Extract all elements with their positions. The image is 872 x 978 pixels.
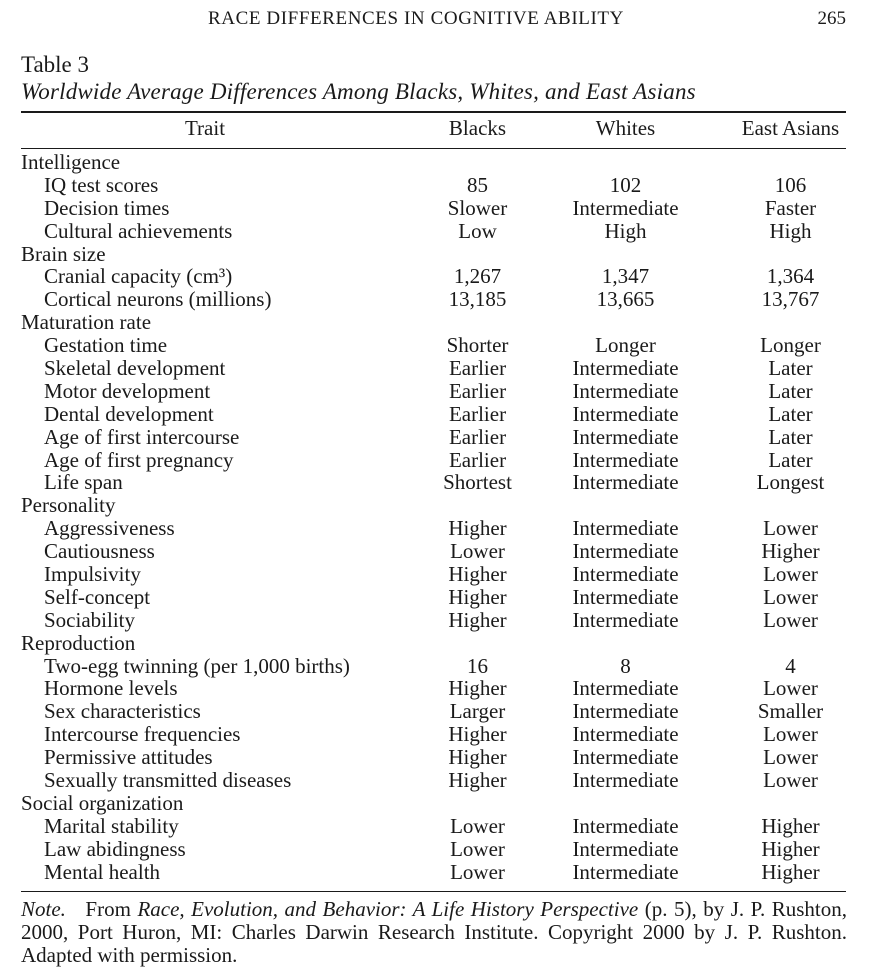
cell-blacks: Lower <box>450 836 505 861</box>
cell-whites: High <box>604 218 647 243</box>
trait-label: Mental health <box>44 859 161 884</box>
cell-whites: Intermediate <box>572 356 679 381</box>
cell-blacks: Higher <box>448 745 507 770</box>
note-citation: (p. 5), by J. P. Rushton, 2000, Port Huron, MI: Charles Darwin Research Institute. Copyright 2000 by J. P. Rushton. Adapted with permission. <box>21 897 847 967</box>
running-head: RACE DIFFERENCES IN COGNITIVE ABILITY <box>208 8 624 29</box>
cell-blacks: Earlier <box>448 424 507 449</box>
cell-east-asians: Later <box>768 378 813 403</box>
cell-blacks: Higher <box>448 516 507 541</box>
cell-blacks: Lower <box>450 813 505 838</box>
column-header-whites: Whites <box>595 116 656 140</box>
cell-whites: Intermediate <box>572 584 679 609</box>
trait-label: IQ test scores <box>44 172 159 197</box>
trait-label: Age of first pregnancy <box>44 447 234 472</box>
cell-blacks: Higher <box>448 676 507 701</box>
trait-label: Law abidingness <box>44 836 186 861</box>
cell-whites: 8 <box>620 653 631 678</box>
cell-east-asians: Lower <box>763 722 818 747</box>
table-category-row <box>0 632 872 655</box>
table-row <box>0 357 872 380</box>
cell-blacks: Earlier <box>448 401 507 426</box>
cell-whites: Intermediate <box>572 745 679 770</box>
cell-blacks: Slower <box>447 195 508 220</box>
cell-whites: Longer <box>595 333 656 358</box>
cell-blacks: Low <box>458 218 497 243</box>
cell-east-asians: Later <box>768 447 813 472</box>
table-row <box>0 220 872 243</box>
cell-whites: Intermediate <box>572 722 679 747</box>
table-bottom-rule <box>21 891 846 892</box>
cell-whites: Intermediate <box>572 607 679 632</box>
cell-east-asians: Longest <box>756 470 825 495</box>
cell-east-asians: 13,767 <box>761 287 820 312</box>
cell-east-asians: Later <box>768 401 813 426</box>
table-row <box>0 838 872 861</box>
cell-blacks: 16 <box>467 653 488 678</box>
cell-east-asians: 4 <box>785 653 796 678</box>
cell-blacks: 1,267 <box>453 264 502 289</box>
trait-label: Motor development <box>44 378 211 403</box>
cell-east-asians: Later <box>768 424 813 449</box>
trait-label: Decision times <box>44 195 170 220</box>
trait-label: Sexually transmitted diseases <box>44 768 292 793</box>
cell-whites: Intermediate <box>572 195 679 220</box>
cell-east-asians: Higher <box>761 836 820 861</box>
cell-east-asians: Lower <box>763 768 818 793</box>
cell-blacks: Shorter <box>446 333 509 358</box>
trait-label: Aggressiveness <box>44 516 175 541</box>
table-header-rule <box>21 148 846 149</box>
note-prefix: From <box>85 897 131 921</box>
table-row <box>0 403 872 426</box>
cell-east-asians: Longer <box>760 333 821 358</box>
cell-blacks: Higher <box>448 768 507 793</box>
table-row <box>0 700 872 723</box>
trait-label: Cautiousness <box>44 539 155 564</box>
table-category-row <box>0 243 872 266</box>
table-row <box>0 471 872 494</box>
cell-blacks: Lower <box>450 859 505 884</box>
cell-whites: Intermediate <box>572 378 679 403</box>
cell-blacks: Earlier <box>448 356 507 381</box>
table-row <box>0 586 872 609</box>
cell-blacks: Higher <box>448 607 507 632</box>
table-note <box>21 898 847 967</box>
trait-label: Life span <box>44 470 123 495</box>
trait-label: Dental development <box>44 401 214 426</box>
cell-whites: Intermediate <box>572 516 679 541</box>
cell-east-asians: Lower <box>763 584 818 609</box>
cell-whites: Intermediate <box>572 470 679 495</box>
cell-whites: Intermediate <box>572 813 679 838</box>
cell-whites: Intermediate <box>572 401 679 426</box>
cell-blacks: Earlier <box>448 447 507 472</box>
cell-east-asians: Lower <box>763 562 818 587</box>
cell-east-asians: Lower <box>763 607 818 632</box>
table-row <box>0 861 872 884</box>
column-header-east-asians: East Asians <box>741 116 840 140</box>
column-header-blacks: Blacks <box>448 116 507 140</box>
trait-label: Marital stability <box>44 813 179 838</box>
table-row <box>0 517 872 540</box>
page-number: 265 <box>817 8 846 29</box>
cell-east-asians: Higher <box>761 859 820 884</box>
trait-label: Cortical neurons (millions) <box>44 287 272 312</box>
trait-label: Cultural achievements <box>44 218 233 243</box>
table-row <box>0 655 872 678</box>
table-row <box>0 288 872 311</box>
table-row <box>0 197 872 220</box>
cell-whites: Intermediate <box>572 768 679 793</box>
trait-label: Impulsivity <box>44 562 141 587</box>
cell-blacks: 85 <box>467 172 488 197</box>
cell-east-asians: High <box>769 218 812 243</box>
table-row <box>0 334 872 357</box>
table-label: Table 3 <box>21 52 90 77</box>
trait-label: Two-egg twinning (per 1,000 births) <box>44 653 350 678</box>
cell-east-asians: 1,364 <box>766 264 815 289</box>
table-row <box>0 723 872 746</box>
cell-whites: Intermediate <box>572 562 679 587</box>
cell-whites: Intermediate <box>572 539 679 564</box>
table-row <box>0 540 872 563</box>
cell-whites: 13,665 <box>596 287 655 312</box>
cell-east-asians: Lower <box>763 516 818 541</box>
cell-blacks: Shortest <box>443 470 512 495</box>
table-row <box>0 174 872 197</box>
trait-label: Cranial capacity (cm³) <box>44 264 233 289</box>
table-category-row <box>0 151 872 174</box>
cell-blacks: 13,185 <box>448 287 507 312</box>
table-category-row <box>0 792 872 815</box>
table-row <box>0 815 872 838</box>
cell-blacks: Higher <box>448 722 507 747</box>
table-column-headers <box>0 116 872 144</box>
cell-blacks: Lower <box>450 539 505 564</box>
category-label: Intelligence <box>21 150 121 174</box>
page-header <box>0 8 872 34</box>
table-row <box>0 609 872 632</box>
cell-east-asians: Later <box>768 356 813 381</box>
cell-whites: Intermediate <box>572 699 679 724</box>
cell-east-asians: Faster <box>764 195 817 220</box>
table-row <box>0 380 872 403</box>
category-label: Personality <box>21 493 116 518</box>
trait-label: Gestation time <box>44 333 168 358</box>
cell-blacks: Higher <box>448 562 507 587</box>
trait-label: Self-concept <box>44 584 151 609</box>
cell-whites: 1,347 <box>601 264 650 289</box>
cell-blacks: Earlier <box>448 378 507 403</box>
category-label: Maturation rate <box>21 310 152 335</box>
cell-whites: Intermediate <box>572 859 679 884</box>
trait-label: Hormone levels <box>44 676 178 701</box>
table-row <box>0 449 872 472</box>
column-header-trait: Trait <box>184 116 226 140</box>
trait-label: Permissive attitudes <box>44 745 213 770</box>
table-body <box>0 151 872 884</box>
cell-whites: Intermediate <box>572 676 679 701</box>
table-row <box>0 677 872 700</box>
note-book-title: Race, Evolution, and Behavior: A Life History Perspective <box>137 897 639 921</box>
cell-whites: Intermediate <box>572 447 679 472</box>
trait-label: Intercourse frequencies <box>44 722 241 747</box>
note-label: Note. <box>21 897 66 921</box>
cell-east-asians: Smaller <box>757 699 824 724</box>
cell-east-asians: 106 <box>774 172 807 197</box>
trait-label: Age of first intercourse <box>44 424 240 449</box>
category-label: Reproduction <box>21 630 136 655</box>
trait-label: Sociability <box>44 607 135 632</box>
cell-whites: 102 <box>609 172 642 197</box>
cell-east-asians: Lower <box>763 745 818 770</box>
table-category-row <box>0 494 872 517</box>
category-label: Social organization <box>21 790 184 815</box>
cell-east-asians: Higher <box>761 813 820 838</box>
category-label: Brain size <box>21 241 106 266</box>
table-title: Worldwide Average Differences Among Blacks, Whites, and East Asians <box>21 79 696 104</box>
trait-label: Sex characteristics <box>44 699 201 724</box>
table-row <box>0 426 872 449</box>
table-row <box>0 769 872 792</box>
table-category-row <box>0 311 872 334</box>
table-row <box>0 746 872 769</box>
table-row <box>0 563 872 586</box>
cell-blacks: Larger <box>449 699 506 724</box>
cell-whites: Intermediate <box>572 836 679 861</box>
cell-whites: Intermediate <box>572 424 679 449</box>
cell-blacks: Higher <box>448 584 507 609</box>
table-top-rule <box>21 111 846 113</box>
cell-east-asians: Lower <box>763 676 818 701</box>
trait-label: Skeletal development <box>44 356 226 381</box>
cell-east-asians: Higher <box>761 539 820 564</box>
table-row <box>0 265 872 288</box>
